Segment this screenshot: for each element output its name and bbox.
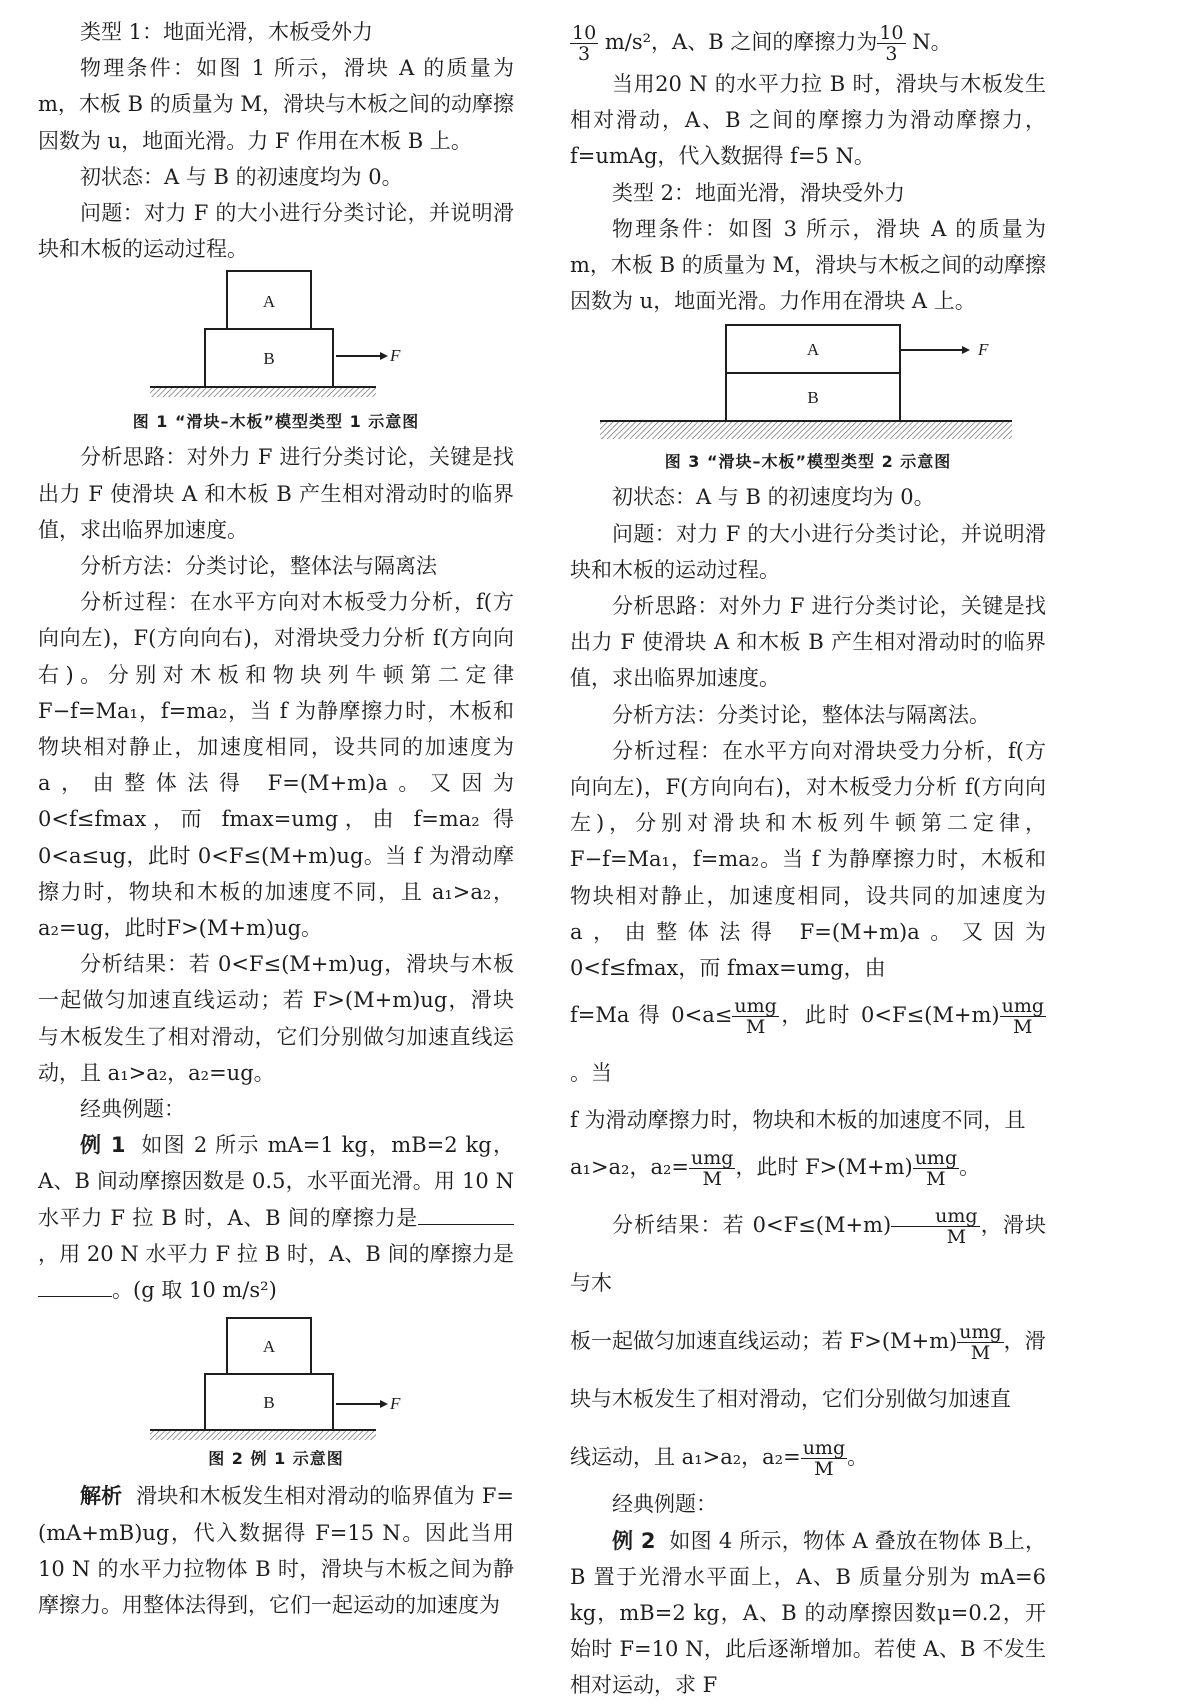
example-1-text-c: 。(g 取 10 m/s²) <box>112 1278 277 1303</box>
example-2-label: 例 2 <box>612 1528 656 1553</box>
block-a-label: A <box>806 340 820 360</box>
force-label: F <box>390 1394 401 1414</box>
type2-conditions: 物理条件：如图 3 所示，滑块 A 的质量为 m，木板 B 的质量为 M，滑块与木板之间的动摩擦因数为 u，地面光滑。力作用在滑块 A 上。 <box>570 216 1046 314</box>
block-a-label: A <box>262 292 276 312</box>
type2-result-line-3: 块与木板发生了相对滑动，它们分别做匀加速直 <box>570 1387 1011 1412</box>
umg-over-m-fraction: $\frac{\text{umg}}{M}$ <box>914 1147 958 1191</box>
board-b-label: B <box>807 388 819 408</box>
solution-continued: $\frac{10}{3}$ m/s²，A、B 之间的摩擦力为 $\frac{10}{3}$ N。 <box>572 22 952 65</box>
solution-label: 解析 <box>80 1484 123 1509</box>
type1-initial-state: 初状态：A 与 B 的初速度均为 0。 <box>80 164 403 189</box>
type1-question: 问题：对力 F 的大小进行分类讨论，并说明滑块和木板的运动过程。 <box>38 201 514 262</box>
solution-1 <box>38 1478 514 1623</box>
answer-blank-1 <box>418 1206 514 1225</box>
umg-over-m-fraction: $\frac{\text{umg}}{M}$ <box>1001 995 1044 1039</box>
arrow-head-icon <box>380 352 388 360</box>
type1-analysis-method: 分析方法：分类讨论，整体法与隔离法 <box>80 554 437 579</box>
figure-3-caption: 图 3 “滑块–木板”模型类型 2 示意图 <box>664 452 952 472</box>
type2-analysis-process: 分析过程：在水平方向对滑块受力分析，f(方向向左)，F(方向向右)，对木板受力分析 f(方向向左)，分别对滑块和木板列牛顿第二定律，F−f=Ma₁，f=ma₂。当 f 为静摩擦力时，木板和物块相对静止，加速度相同，设共同的加速度为 a，由整体法得 F=(M+m)a。又因为 0<f≤fmax，而 fmax=umg，由 <box>570 738 1046 981</box>
type2-result-line-2: 板一起做匀加速直线运动；若 F>(M+m) $\frac{\text{umg}}{M}$ ，滑 <box>570 1321 1046 1365</box>
figure-1-caption: 图 1 “滑块–木板”模型类型 1 示意图 <box>132 412 420 432</box>
arrow-head-icon <box>962 346 970 354</box>
example-1 <box>38 1127 514 1308</box>
type1-heading: 类型 1：地面光滑，木板受外力 <box>80 20 374 44</box>
right-column <box>570 18 1046 1704</box>
classic-examples-heading: 经典例题： <box>80 1097 185 1122</box>
umg-over-m-fraction: $\frac{\text{umg}}{M}$ <box>959 1321 1002 1365</box>
type2-question: 问题：对力 F 的大小进行分类讨论，并说明滑块和木板的运动过程。 <box>570 521 1046 582</box>
figure-3 <box>570 323 1046 449</box>
force-label: F <box>390 346 401 366</box>
solution-text: 滑块和木板发生相对滑动的临界值为 F=(mA+mB)ug，代入数据得 F=15 N。因此当用 10 N 的水平力拉物体 B 时，滑块与木板之间为静摩擦力。用整体法得到，它们一起运动的加速度为 <box>38 1484 515 1617</box>
answer-blank-2 <box>38 1278 112 1297</box>
ground-hatch <box>150 387 376 397</box>
type2-analysis-method: 分析方法：分类讨论，整体法与隔离法。 <box>612 702 990 727</box>
example-2-text: 如图 4 所示，物体 A 叠放在物体 B上，B 置于光滑水平面上，A、B 质量分别为 mA=6 kg，mB=2 kg，A、B 的动摩擦因数μ=0.2，开始时 F=10 N，此后逐渐增加。若使 A、B 不发生相对运动，求 F <box>570 1528 1046 1698</box>
type2-initial-state: 初状态：A 与 B 的初速度均为 0。 <box>612 485 935 510</box>
ground-hatch <box>150 1430 376 1440</box>
ground-hatch <box>600 421 1012 439</box>
friction-fraction: $\frac{10}{3}$ <box>879 22 904 65</box>
type1-analysis-idea: 分析思路：对外力 F 进行分类讨论，关键是找出力 F 使滑块 A 和木板 B 产生相对滑动时的临界值，求出临界加速度。 <box>38 445 514 542</box>
figure-2-caption: 图 2 例 1 示意图 <box>208 1449 344 1469</box>
example-1-label: 例 1 <box>80 1133 126 1158</box>
type2-acceleration-line: a₁>a₂，a₂= $\frac{\text{umg}}{M}$ ，此时 F>(M+m) $\frac{\text{umg}}{M}$ 。 <box>570 1147 981 1191</box>
board-b-label: B <box>263 1393 275 1413</box>
block-a-label: A <box>262 1337 276 1357</box>
type1-conditions: 物理条件：如图 1 所示，滑块 A 的质量为 m，木板 B 的质量为 M，滑块与木板之间的动摩擦因数为 u，地面光滑。力 F 作用在木板 B 上。 <box>38 56 514 153</box>
example-1-text-a: 如图 2 所示 mA=1 kg，mB=2 kg，A、B 间动摩擦因数是 0.5，水平面光滑。用 10 N 水平力 F 拉 B 时，A、B 间的摩擦力是 <box>38 1133 514 1230</box>
type1-analysis-process: 分析过程：在水平方向对木板受力分析，f(方向向左)，F(方向向右)，对滑块受力分析 f(方向向右)。分别对木板和物块列牛顿第二定律 F−f=Ma₁，f=ma₂，当 f 为静摩擦力时，木板和物块相对静止，加速度相同，设共同的加速度为 a，由整体法得 F=(M+m)a。又因为 0<f≤fmax，而 fmax=umg，由 f=ma₂ 得 0<a≤ug，此时 0<F≤(M+m)ug。当 f 为滑动摩擦力时，物块和木板的加速度不同，且 a₁>a₂，a₂=ug，此时F>(M+m)ug。 <box>38 590 514 941</box>
acceleration-fraction: $\frac{10}{3}$ <box>572 22 597 65</box>
type2-result-line-4: 线运动，且 a₁>a₂，a₂= $\frac{\text{umg}}{M}$ 。 <box>570 1437 869 1481</box>
force-label: F <box>978 340 989 360</box>
solution-20n: 当用20 N 的水平力拉 B 时，滑块与木板发生相对滑动，A、B 之间的摩擦力为滑动摩擦力，f=umAg，代入数据得 f=5 N。 <box>570 72 1046 169</box>
example-2 <box>570 1523 1046 1704</box>
board-b-label: B <box>263 349 275 369</box>
figure-1-diagram <box>38 267 514 417</box>
type2-analysis-idea: 分析思路：对外力 F 进行分类讨论，关键是找出力 F 使滑块 A 和木板 B 产生相对滑动时的临界值，求出临界加速度。 <box>570 594 1046 691</box>
type2-formula-line: f=Ma 得 0<a≤ $\frac{\text{umg}}{M}$ ，此时 0<F≤(M+m) $\frac{\text{umg}}{M}$ 。当 <box>570 995 1044 1086</box>
example-1-text-b: ，用 20 N 水平力 F 拉 B 时，A、B 间的摩擦力是 <box>38 1241 514 1266</box>
umg-over-m-fraction: $\frac{\text{umg}}{M}$ <box>802 1437 846 1481</box>
figure-3-diagram <box>570 323 1046 449</box>
left-column <box>38 14 514 1623</box>
type2-result-line-1: 分析结果：若 0<F≤(M+m) $\frac{\text{umg}}{M}$ ，滑块与木 <box>570 1205 1047 1296</box>
figure-2-diagram <box>38 1314 514 1454</box>
umg-over-m-fraction: $\frac{\text{umg}}{M}$ <box>891 1206 979 1247</box>
type2-heading: 类型 2：地面光滑，滑块受外力 <box>612 180 906 205</box>
figure-2 <box>38 1314 514 1454</box>
type1-analysis-result: 分析结果：若 0<F≤(M+m)ug，滑块与木板一起做匀加速直线运动；若 F>(M+m)ug，滑块与木板发生了相对滑动，它们分别做匀加速直线运动，且 a₁>a₂，a₂=ug。 <box>38 952 514 1085</box>
umg-over-m-fraction: $\frac{\text{umg}}{M}$ <box>691 1147 734 1191</box>
arrow-head-icon <box>380 1400 388 1408</box>
figure-1 <box>38 267 514 417</box>
type2-sliding-line: f 为滑动摩擦力时，物块和木板的加速度不同，且 <box>570 1108 1026 1133</box>
umg-over-m-fraction: $\frac{\text{umg}}{M}$ <box>734 995 777 1039</box>
classic-examples-heading-2: 经典例题： <box>612 1492 717 1517</box>
